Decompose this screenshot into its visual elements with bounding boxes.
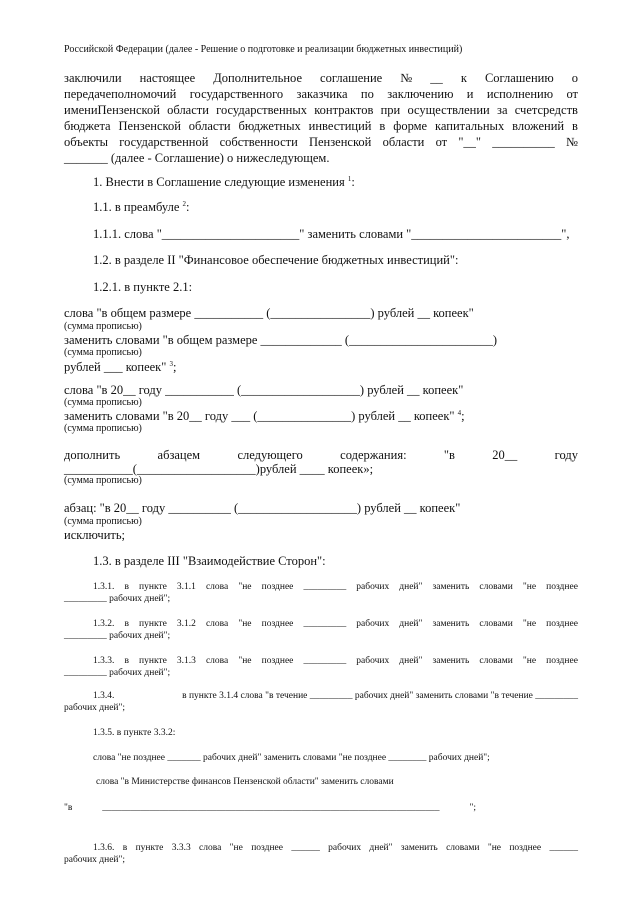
word: _________ (303, 619, 347, 629)
intro-line-2 (64, 88, 578, 101)
word: __ (430, 71, 443, 85)
word: соглашение (320, 71, 383, 85)
b2-hint-1: (сумма прописью) (64, 397, 142, 408)
word: дней" (399, 582, 423, 592)
clause-1-3-3-line-1 (93, 657, 578, 667)
b1-line-1: слова "в общем размере ___________ (________________) рублей __ копеек" (64, 306, 474, 320)
clause-1-1: 1.1. в преамбуле $^2$: (93, 199, 190, 214)
clause-1-1-1: 1.1.1. слова "______________________" заменить словами "________________________", (93, 227, 570, 241)
word: "__" (458, 135, 482, 149)
word: словами (479, 619, 513, 629)
word: заключению (387, 87, 454, 101)
word: 1.3.4. (93, 691, 115, 701)
b1-hint-2: (сумма прописью) (64, 347, 142, 358)
word: за (497, 103, 508, 117)
word: в (124, 582, 129, 592)
word: _________ (303, 582, 347, 592)
intro-line-6: _______ (далее - Соглашение) о нижеследующем. (64, 151, 330, 165)
word: области (167, 103, 209, 117)
word: следующего (237, 448, 303, 462)
word: рабочих (356, 656, 390, 666)
b1-line-3: рублей ___ копеек" $^3$; (64, 359, 177, 374)
word: слова (199, 843, 222, 853)
word: дополнить (64, 448, 121, 462)
word: о (571, 71, 578, 85)
word: словами (479, 582, 513, 592)
word: рабочих (356, 619, 390, 629)
b3-line-2: ___________(___________________)рублей ____ копеек»; (64, 462, 374, 476)
clause-1-3-1-line-2: _________ рабочих дней"; (64, 594, 171, 604)
word: заменить (432, 656, 470, 666)
word: "не (522, 582, 537, 592)
word: № (565, 135, 578, 149)
word: осуществлении (407, 103, 490, 117)
intro-line-4 (64, 120, 578, 133)
word: словами (479, 656, 513, 666)
word: 3.1.2 (176, 619, 196, 629)
word: государственной (119, 135, 209, 149)
word: и (466, 87, 474, 101)
word: 3.1.1 (176, 582, 196, 592)
word: в (124, 656, 129, 666)
word: заменить (432, 582, 470, 592)
word: рабочих (356, 582, 390, 592)
intro-line-1 (64, 72, 578, 85)
clause-1-3-2-line-1 (93, 620, 578, 630)
word: дней" (369, 843, 393, 853)
word: "не (238, 656, 252, 666)
word: _________ (303, 656, 347, 666)
word: пункте (139, 656, 167, 666)
clause-1-3-6-line-2: рабочих дней"; (64, 855, 126, 865)
word: Пензенской (308, 135, 372, 149)
word: заключили (64, 71, 122, 85)
word: содержания: (340, 448, 407, 462)
word: 1.3.1. (93, 582, 115, 592)
word: "не (487, 843, 501, 853)
b3-hint: (сумма прописью) (64, 475, 142, 486)
word: "в (443, 448, 455, 462)
clause-1-3-6-line-1 (93, 844, 578, 854)
word: имениПензенской (64, 103, 160, 117)
word: дней" (399, 619, 423, 629)
word: к (460, 71, 467, 85)
word: в пункте 3.1.4 слова "в течение _________ рабочих дней" заменить словами "в течение _________ (182, 691, 578, 701)
word: настоящее (139, 71, 196, 85)
word: позднее (261, 656, 294, 666)
b1-line-2: заменить словами "в общем размере _____________ (_______________________) (64, 333, 497, 347)
word: рабочих (328, 843, 362, 853)
clause-1-3-5-b: слова "в Министерстве финансов Пензенской области" заменить словами (96, 777, 394, 787)
word: __________ (492, 135, 555, 149)
word: государственных (216, 103, 307, 117)
word: государственного (189, 87, 284, 101)
clause-1-2: 1.2. в разделе II "Финансовое обеспечение бюджетных инвестиций": (93, 253, 459, 267)
clause-1-3-5-c-open: "в (64, 803, 73, 813)
word: № (400, 71, 413, 85)
word: 3.3.3 (171, 843, 191, 853)
word: пункте (135, 843, 164, 853)
word: ______ (291, 843, 320, 853)
word: "не (522, 619, 537, 629)
word: "не (238, 619, 252, 629)
word: позднее (546, 656, 578, 666)
word: в (572, 119, 578, 133)
clause-1-2-1: 1.2.1. в пункте 2.1: (93, 280, 193, 294)
b3-line-1 (64, 449, 578, 462)
word: пункте (139, 582, 167, 592)
word: в (124, 619, 129, 629)
word: 1.3.3. (93, 656, 115, 666)
word: "не (229, 843, 243, 853)
word: капитальных (435, 119, 505, 133)
b4-line-1: абзац: "в 20__ году __________ (___________________) рублей __ копеек" (64, 501, 461, 515)
word: заменить (400, 843, 438, 853)
word: области (188, 119, 231, 133)
b4-hint: (сумма прописью) (64, 516, 142, 527)
word: Соглашению (484, 71, 554, 85)
clause-1-3-4-line-2: рабочих дней"; (64, 703, 126, 713)
word: в (122, 843, 128, 853)
word: в (379, 119, 386, 133)
word: собственности (219, 135, 298, 149)
word: Пензенской (118, 119, 181, 133)
word: позднее (509, 843, 542, 853)
word: форме (393, 119, 428, 133)
b2-line-1: слова "в 20__ году ___________ (___________________) рублей __ копеек" (64, 383, 464, 397)
word: исполнению (486, 87, 554, 101)
b2-hint-2: (сумма прописью) (64, 423, 142, 434)
b4-line-2: исключить; (64, 528, 126, 542)
word: пункте (139, 619, 167, 629)
word: "не (238, 582, 252, 592)
word: абзацем (157, 448, 201, 462)
word: позднее (546, 619, 578, 629)
word: "не (522, 656, 537, 666)
word: Дополнительное (213, 71, 302, 85)
word: вложений (512, 119, 565, 133)
clause-1-3-5: 1.3.5. в пункте 3.3.2: (93, 728, 176, 738)
word: слова (205, 582, 229, 592)
word: дней" (399, 656, 423, 666)
clause-1-3-3-line-2: _________ рабочих дней"; (64, 668, 171, 678)
clause-1: 1. Внести в Соглашение следующие изменения $^1$: (93, 174, 355, 189)
clause-1-3-4-line-1 (93, 692, 578, 702)
word: контрактов (314, 103, 374, 117)
word: позднее (261, 619, 294, 629)
word: бюджетных (238, 119, 301, 133)
word: году (554, 448, 578, 462)
clause-1-3: 1.3. в разделе III "Взаимодействие Сторон": (93, 554, 326, 568)
word: позднее (261, 582, 294, 592)
word: передачеполномочий (64, 87, 177, 101)
word: слова (205, 656, 229, 666)
intro-line-3 (64, 104, 578, 117)
clause-1-3-5-a: слова "не позднее _______ рабочих дней" заменить словами "не позднее ________ рабочих дней"; (93, 753, 490, 763)
clause-1-3-5-c-blank: _______________________________________________________________________ (102, 803, 440, 813)
page-header: Российской Федерации (далее - Решение о подготовке и реализации бюджетных инвестиций) (64, 44, 463, 55)
b2-line-2: заменить словами "в 20__ году ___ (_______________) рублей __ копеек" $^4$; (64, 408, 465, 423)
clause-1-3-5-c (64, 804, 476, 814)
word: словами (446, 843, 480, 853)
word: заменить (432, 619, 470, 629)
word: счетсредств (514, 103, 578, 117)
word: инвестиций (308, 119, 372, 133)
word: от (435, 135, 448, 149)
word: позднее (251, 843, 283, 853)
word: заказчика (296, 87, 348, 101)
word: 20__ (492, 448, 518, 462)
clause-1-3-5-c-close: "; (469, 803, 476, 813)
b1-hint-1: (сумма прописью) (64, 321, 142, 332)
intro-line-5 (64, 136, 578, 149)
word: объекты (64, 135, 109, 149)
word: бюджета (64, 119, 111, 133)
word: ______ (549, 843, 578, 853)
word: слова (205, 619, 229, 629)
clause-1-3-1-line-1 (93, 583, 578, 593)
word: области (382, 135, 425, 149)
word: позднее (546, 582, 578, 592)
word: от (566, 87, 578, 101)
word: по (360, 87, 374, 101)
word: при (380, 103, 401, 117)
word: 1.3.2. (93, 619, 115, 629)
word: 1.3.6. (93, 843, 115, 853)
word: 3.1.3 (176, 656, 196, 666)
clause-1-3-2-line-2: _________ рабочих дней"; (64, 631, 171, 641)
